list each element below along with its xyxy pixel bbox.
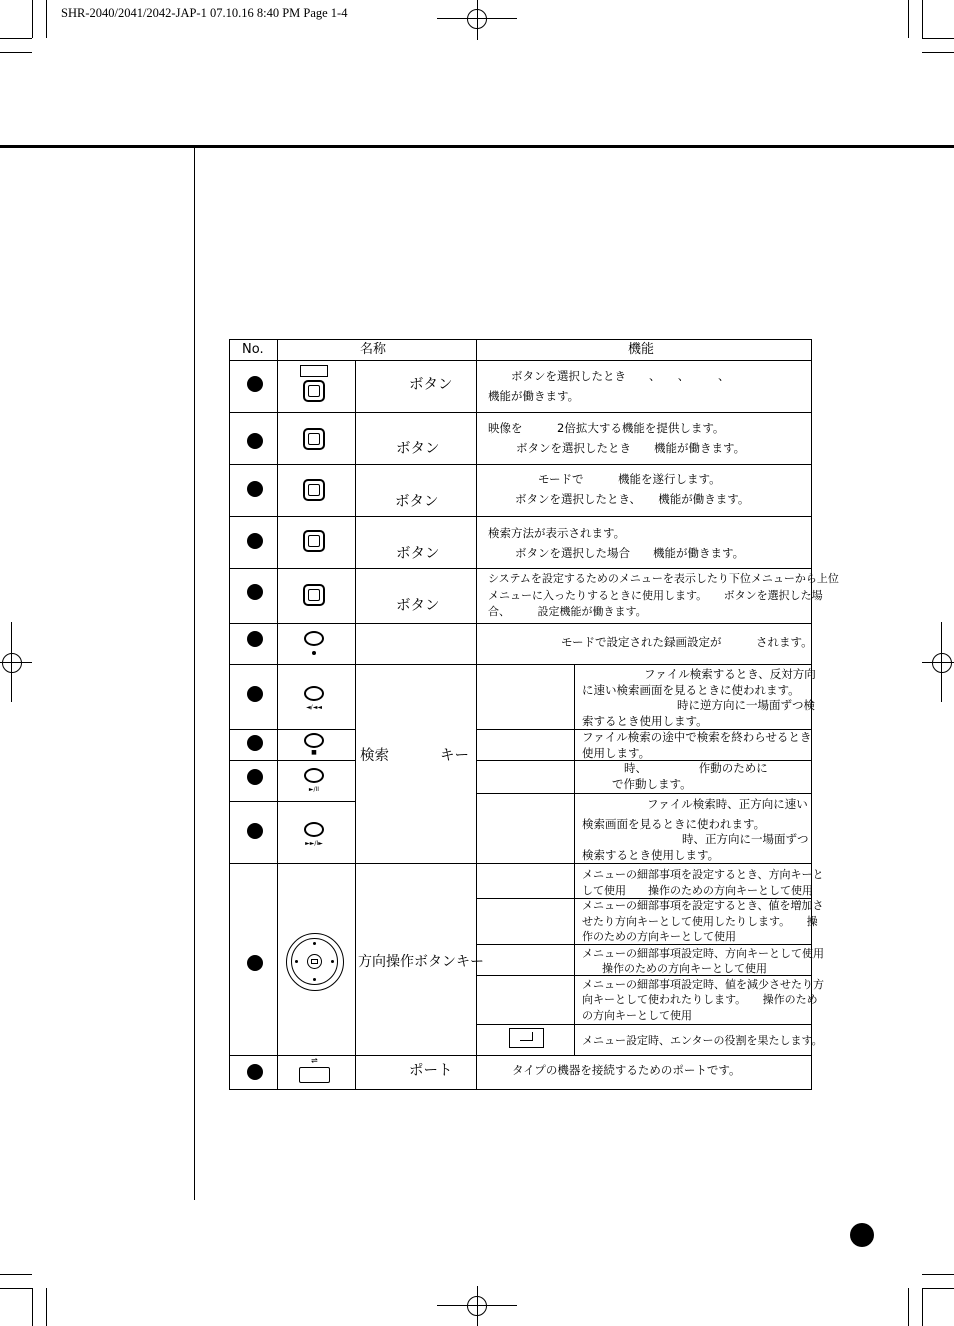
registration-mark xyxy=(932,653,952,673)
search-d1-line3: 時に逆方向に一場面ずつ検 xyxy=(677,698,815,712)
square-button-icon xyxy=(303,584,325,606)
search-d1-line2: に速い検索画面を見るときに使われます。 xyxy=(582,683,800,697)
search-d4-line1: ファイル検索時、正方向に速い xyxy=(647,797,808,811)
row-number-badge xyxy=(247,584,263,600)
square-button-icon xyxy=(303,428,325,450)
square-button-icon xyxy=(303,530,325,552)
row5-name: ボタン xyxy=(396,598,440,614)
label-box-icon xyxy=(300,365,328,377)
crop-mark xyxy=(0,52,32,53)
crop-mark xyxy=(922,52,954,53)
row-number-badge xyxy=(247,631,263,647)
crop-mark xyxy=(922,1288,954,1289)
crop-mark xyxy=(922,1274,954,1275)
row-number-badge xyxy=(247,481,263,497)
dir-d5: メニュー設定時、エンターの役割を果たします。 xyxy=(582,1034,823,1047)
dir-d4-line1: メニューの細部事項設定時、値を減少させたり方 xyxy=(582,978,824,991)
direction-pad-icon xyxy=(286,933,344,991)
play-pause-button-icon xyxy=(304,768,324,783)
crop-mark xyxy=(922,1288,923,1326)
rewind-button-icon xyxy=(304,686,324,701)
row2-name: ボタン xyxy=(396,441,440,457)
row4-desc-line2: ボタンを選択した場合 機能が働きます。 xyxy=(515,546,745,560)
row3-name: ボタン xyxy=(395,494,439,510)
print-header: SHR-2040/2041/2042-JAP-1 07.10.16 8:40 PM Page 1-4 xyxy=(61,6,348,20)
row5-desc-line2: メニューに入ったりするときに使用します。 ボタンを選択した場 xyxy=(488,589,823,602)
crop-mark xyxy=(46,0,47,38)
crop-mark xyxy=(46,1288,47,1326)
row2-desc-line1: 映像を 2倍拡大する機能を提供します。 xyxy=(488,421,725,435)
top-rule xyxy=(0,145,954,148)
crop-mark xyxy=(922,38,954,39)
fast-forward-label: ►►/I► xyxy=(305,840,323,847)
dir-d1-line2: して使用 操作のための方向キーとして使用 xyxy=(582,884,813,897)
registration-mark xyxy=(0,662,32,663)
dir-d1-line1: メニューの細部事項を設定するとき、方向キーと xyxy=(582,868,824,881)
usb-port-icon xyxy=(299,1067,330,1083)
search-d4-line2: 検索画面を見るときに使われます。 xyxy=(582,817,766,831)
dir-d4-line2: 向キーとして使われたりします。 操作のため xyxy=(582,993,818,1006)
row-number-badge xyxy=(247,735,263,751)
play-pause-label: ►/II xyxy=(308,786,320,793)
registration-mark xyxy=(477,1286,478,1326)
registration-mark xyxy=(922,662,954,663)
square-button-icon xyxy=(303,380,325,402)
row1-desc-line1: ボタンを選択したとき 、 、 、 xyxy=(511,369,730,383)
record-dot-icon xyxy=(312,651,316,655)
column-header-function: 機能 xyxy=(628,342,655,357)
row-number-badge xyxy=(247,376,263,392)
search-d3-line2: で作動します。 xyxy=(612,777,692,791)
crop-mark xyxy=(0,38,32,39)
row-number-badge xyxy=(247,823,263,839)
row2-desc-line2: ボタンを選択したとき 機能が働きます。 xyxy=(516,441,746,455)
column-header-no: No. xyxy=(242,342,264,357)
dir-d2-line2: せたり方向キーとして使用したりします。 操 xyxy=(582,915,818,928)
dir-d2-line1: メニューの細部事項を設定するとき、値を増加さ xyxy=(582,899,824,912)
crop-mark xyxy=(908,0,909,38)
search-d2-line1: ファイル検索の途中で検索を終わらせるとき xyxy=(582,730,812,744)
row4-name: ボタン xyxy=(396,546,440,562)
dir-d3-line2: 操作のための方向キーとして使用 xyxy=(602,962,767,975)
search-d1-line4: 索するとき使用します。 xyxy=(582,714,708,728)
row-number-badge xyxy=(247,686,263,702)
search-d4-line4: 検索するとき使用します。 xyxy=(582,848,720,862)
dir-d2-line3: 作のための方向キーとして使用 xyxy=(582,930,736,943)
fast-forward-button-icon xyxy=(304,822,324,837)
search-key-name-a: 検索 xyxy=(360,748,389,764)
row3-desc-line1: モードで 機能を遂行します。 xyxy=(538,472,721,486)
row4-desc-line1: 検索方法が表示されます。 xyxy=(488,526,626,540)
row-number-badge xyxy=(247,533,263,549)
registration-mark xyxy=(477,0,478,40)
stop-label: ■ xyxy=(311,749,317,756)
dir-d3-line1: メニューの細部事項設定時、方向キーとして使用 xyxy=(582,947,824,960)
row5-desc-line1: システムを設定するためのメニューを表示したり下位メニューから上位 xyxy=(488,572,839,585)
usb-symbol-icon: ⇌ xyxy=(311,1056,318,1065)
stop-button-icon xyxy=(304,733,324,748)
row5-desc-line3: 合、 設定機能が働きます。 xyxy=(488,605,647,618)
row1-desc-line2: 機能が働きます。 xyxy=(488,389,580,403)
crop-mark xyxy=(0,1288,32,1289)
page-number-badge xyxy=(850,1223,874,1247)
left-margin-rule xyxy=(194,148,195,1200)
row6-desc: モードで設定された録画設定が されます。 xyxy=(561,635,813,649)
dir-d4-line3: の方向キーとして使用 xyxy=(582,1009,692,1022)
row3-desc-line2: ボタンを選択したとき、 機能が働きます。 xyxy=(515,492,750,506)
crop-mark xyxy=(32,1288,33,1326)
registration-mark xyxy=(2,653,22,673)
row-number-badge xyxy=(247,769,263,785)
row-number-badge xyxy=(247,433,263,449)
column-header-name: 名称 xyxy=(360,342,387,357)
usb-desc: タイプの機器を接続するためのポートです。 xyxy=(512,1063,741,1077)
row-number-badge xyxy=(247,1064,263,1080)
square-button-icon xyxy=(303,479,325,501)
record-button-icon xyxy=(304,631,324,646)
search-key-name-b: キー xyxy=(440,748,469,764)
row1-name: ボタン xyxy=(409,377,453,393)
search-d2-line2: 使用します。 xyxy=(582,746,651,760)
crop-mark xyxy=(908,1288,909,1326)
usb-port-name: ポート xyxy=(409,1063,453,1079)
rewind-label: ◄/◄◄ xyxy=(306,704,322,711)
search-d4-line3: 時、正方向に一場面ずつ xyxy=(682,832,809,846)
direction-key-name: 方向操作ボタンキー xyxy=(358,954,484,970)
crop-mark xyxy=(0,1274,32,1275)
crop-mark xyxy=(32,0,33,38)
crop-mark xyxy=(922,0,923,38)
search-d3-line1: 時、 作動のために xyxy=(624,761,768,775)
enter-key-icon xyxy=(509,1028,544,1048)
row-number-badge xyxy=(247,955,263,971)
search-d1-line1: ファイル検索するとき、反対方向 xyxy=(644,667,816,681)
